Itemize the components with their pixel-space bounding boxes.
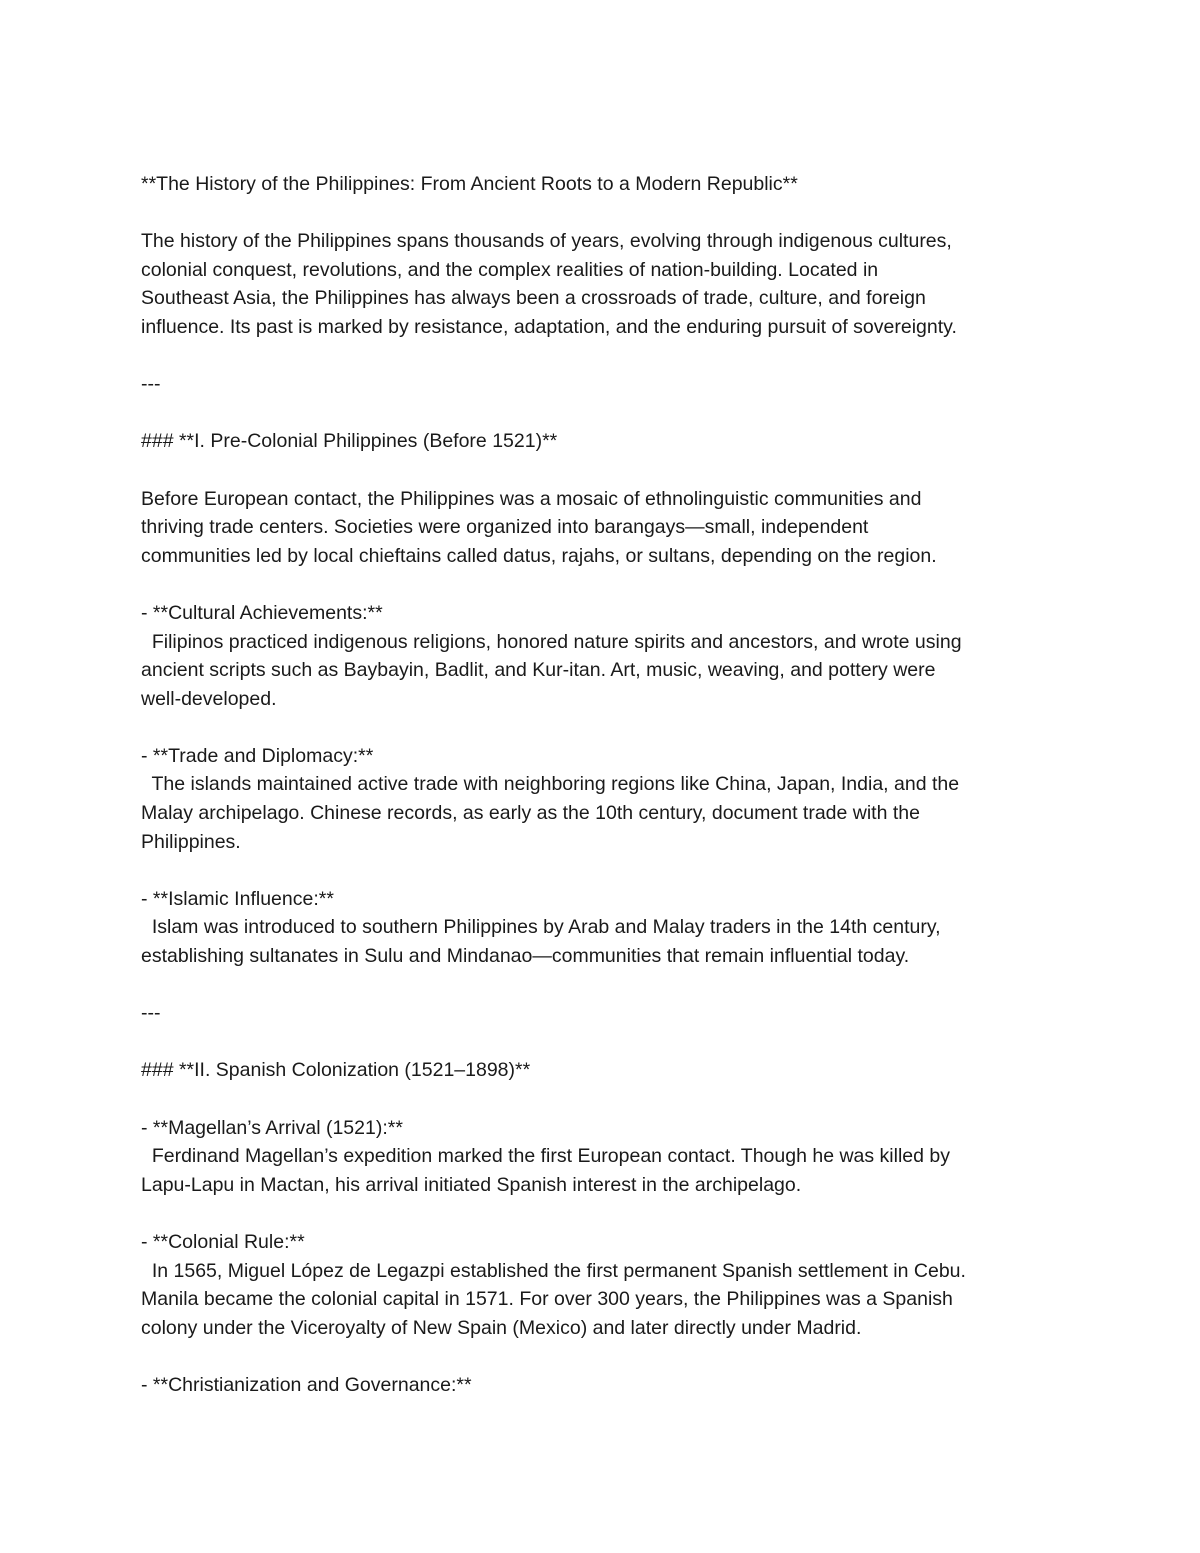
paragraph-line: Malay archipelago. Chinese records, as early as the 10th century, document trade with the: [141, 802, 920, 825]
paragraph-line: Before European contact, the Philippines was a mosaic of ethnolinguistic communities and: [141, 487, 922, 510]
list-item: [141, 599, 1071, 713]
list-item: [141, 1114, 1071, 1200]
spacer: [141, 456, 1071, 485]
paragraph-line: Ferdinand Magellan’s expedition marked the first European contact. Though he was killed by: [141, 1145, 951, 1168]
list-item-label: - **Islamic Influence:**: [141, 887, 334, 910]
spacer: [141, 199, 1071, 228]
list-item-label: - **Christianization and Governance:**: [141, 1373, 472, 1396]
spacer: [141, 342, 1071, 371]
list-item-label: - **Magellan’s Arrival (1521):**: [141, 1116, 403, 1139]
spacer: [141, 1028, 1071, 1057]
spacer: [141, 971, 1071, 1000]
spacer: [141, 1199, 1071, 1228]
list-item: [141, 885, 1071, 971]
divider: ---: [141, 373, 161, 396]
list-item: [141, 1228, 1071, 1342]
list-item-label: - **Cultural Achievements:**: [141, 601, 383, 624]
list-item-label: - **Trade and Diplomacy:**: [141, 744, 374, 767]
paragraph-line: Southeast Asia, the Philippines has always been a crossroads of trade, culture, and foreign: [141, 287, 926, 310]
spacer: [141, 713, 1071, 742]
list-item: [141, 742, 1071, 856]
spacer: [141, 1085, 1071, 1114]
section-heading: ### **II. Spanish Colonization (1521–1898)**: [141, 1059, 531, 1082]
list-item-label: - **Colonial Rule:**: [141, 1230, 305, 1253]
paragraph-line: Filipinos practiced indigenous religions, honored nature spirits and ancestors, and wrote using: [141, 630, 962, 653]
section-heading: ### **I. Pre-Colonial Philippines (Before 1521)**: [141, 430, 558, 453]
paragraph-line: colonial conquest, revolutions, and the complex realities of nation-building. Located in: [141, 258, 879, 281]
spacer: [141, 1342, 1071, 1371]
paragraph-line: influence. Its past is marked by resistance, adaptation, and the enduring pursuit of sovereignty.: [141, 315, 957, 338]
divider: ---: [141, 1002, 161, 1025]
spacer: [141, 399, 1071, 428]
paragraph-line: Philippines.: [141, 830, 241, 853]
paragraph-line: In 1565, Miguel López de Legazpi established the first permanent Spanish settlement in Cebu.: [141, 1259, 966, 1282]
paragraph-line: well-developed.: [141, 687, 277, 710]
document-page: [141, 170, 1071, 1400]
paragraph-line: Lapu-Lapu in Mactan, his arrival initiated Spanish interest in the archipelago.: [141, 1173, 802, 1196]
spacer: [141, 570, 1071, 599]
paragraph-line: The islands maintained active trade with neighboring regions like China, Japan, India, and the: [141, 773, 960, 796]
spacer: [141, 856, 1071, 885]
list-item: [141, 1371, 1071, 1400]
paragraph-line: ancient scripts such as Baybayin, Badlit, and Kur-itan. Art, music, weaving, and pottery were: [141, 659, 936, 682]
intro-paragraph: [141, 227, 1071, 341]
document-title: **The History of the Philippines: From Ancient Roots to a Modern Republic**: [141, 173, 798, 195]
section-paragraph: [141, 485, 1071, 571]
paragraph-line: The history of the Philippines spans thousands of years, evolving through indigenous cultures,: [141, 230, 952, 253]
paragraph-line: Islam was introduced to southern Philippines by Arab and Malay traders in the 14th century,: [141, 916, 941, 939]
paragraph-line: establishing sultanates in Sulu and Mindanao—communities that remain influential today.: [141, 945, 910, 968]
paragraph-line: Manila became the colonial capital in 1571. For over 300 years, the Philippines was a Spanish: [141, 1288, 953, 1311]
paragraph-line: colony under the Viceroyalty of New Spain (Mexico) and later directly under Madrid.: [141, 1316, 862, 1339]
paragraph-line: thriving trade centers. Societies were organized into barangays—small, independent: [141, 516, 869, 539]
paragraph-line: communities led by local chieftains called datus, rajahs, or sultans, depending on the region.: [141, 544, 937, 567]
